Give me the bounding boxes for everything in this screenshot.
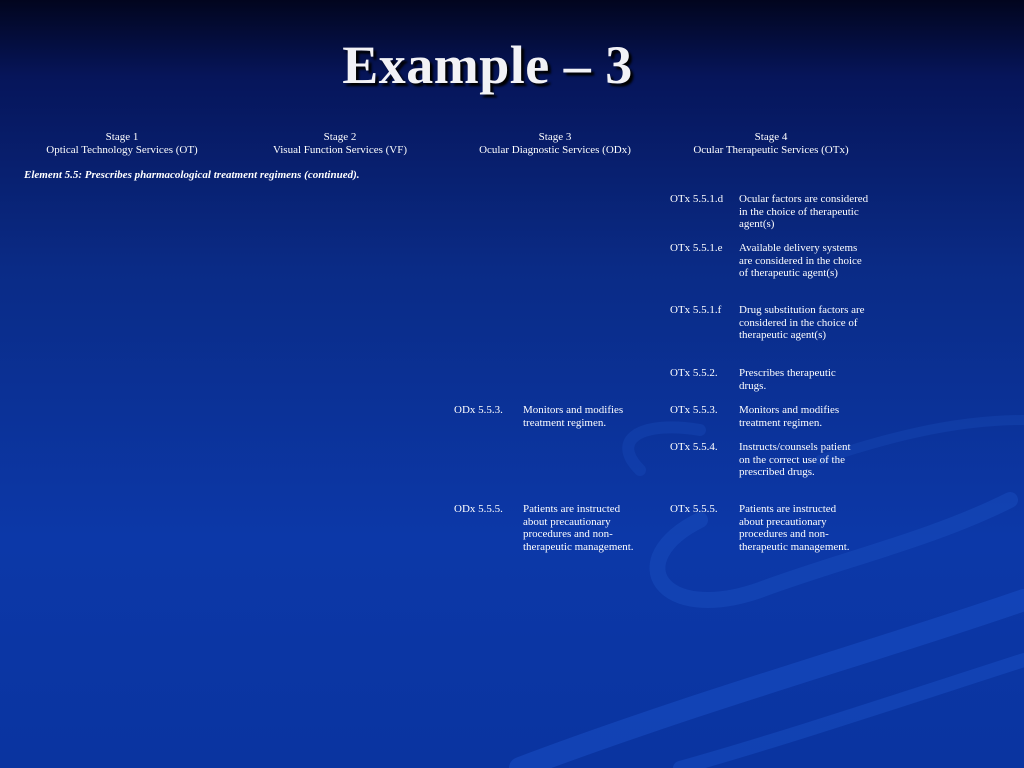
entry-code: OTx 5.5.1.d — [670, 193, 724, 205]
slide-title: Example – 3 — [342, 35, 633, 95]
stage-1-label: Stage 1 — [105, 131, 139, 143]
entry-text: Drug substitution factors are considered in the choice of therapeutic agent(s) — [739, 304, 865, 342]
entry-code: OTx 5.5.5. — [670, 503, 718, 515]
entry-text: Instructs/counsels patient on the correct use of the prescribed drugs. — [739, 441, 851, 479]
entry-text: Monitors and modifies treatment regimen. — [523, 404, 624, 429]
stage-4-header — [671, 131, 871, 157]
entry-code: ODx 5.5.3. — [454, 404, 503, 416]
stage-2-name: Visual Function Services (VF) — [272, 144, 408, 156]
entry-text: Patients are instructed about precautionary procedures and non-therapeutic management. — [739, 503, 850, 553]
entry-text: Available delivery systems are considered in the choice of therapeutic agent(s) — [739, 242, 862, 280]
stage-4-label: Stage 4 — [754, 131, 788, 143]
stage-3-label: Stage 3 — [538, 131, 572, 143]
entry-code: ODx 5.5.5. — [454, 503, 503, 515]
entry-text: Monitors and modifies treatment regimen. — [739, 404, 840, 429]
entry-code: OTx 5.5.4. — [670, 441, 718, 453]
entry-text: Prescribes therapeutic drugs. — [739, 367, 836, 392]
entry-code: OTx 5.5.1.e — [670, 242, 723, 254]
stage-4-name: Ocular Therapeutic Services (OTx) — [693, 144, 849, 156]
entry-code: OTx 5.5.2. — [670, 367, 718, 379]
stage-1-name: Optical Technology Services (OT) — [46, 144, 198, 156]
entry-code: OTx 5.5.3. — [670, 404, 718, 416]
entry-text: Ocular factors are considered in the choice of therapeutic agent(s) — [739, 193, 869, 231]
stage-1-header — [22, 131, 222, 157]
stage-3-name: Ocular Diagnostic Services (ODx) — [479, 144, 631, 156]
entry-text: Patients are instructed about precautionary procedures and non-therapeutic management. — [523, 503, 634, 553]
stage-2-label: Stage 2 — [323, 131, 357, 143]
entry-code: OTx 5.5.1.f — [670, 304, 722, 316]
element-heading: Element 5.5: Prescribes pharmacological treatment regimens (continued). — [24, 169, 360, 181]
stage-3-header — [455, 131, 655, 157]
stage-2-header — [240, 131, 440, 157]
